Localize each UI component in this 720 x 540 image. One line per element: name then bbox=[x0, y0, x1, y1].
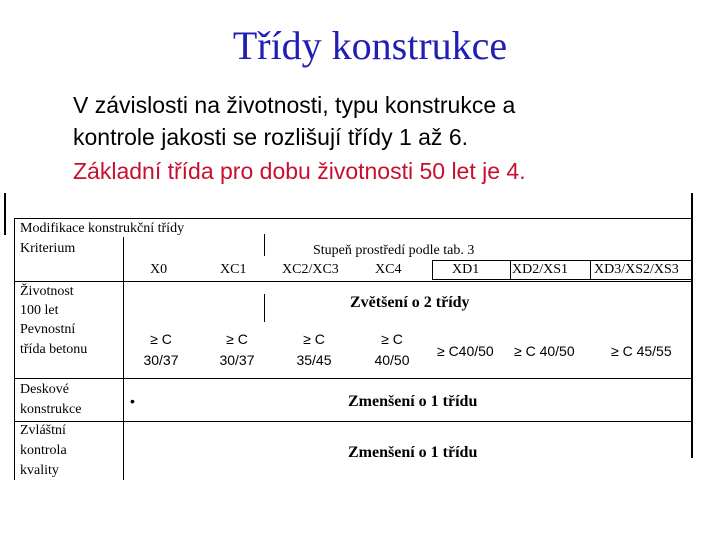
pevnost-xd1: ≥ C40/50 bbox=[437, 343, 494, 359]
table-top-border bbox=[14, 218, 692, 219]
class-xc4: XC4 bbox=[375, 262, 402, 277]
intro-line-1: V závislosti na životnosti, typu konstrukce a bbox=[73, 92, 516, 118]
zivotnost-tick bbox=[264, 294, 265, 322]
pevnost-xc23-bottom: 35/45 bbox=[296, 352, 332, 368]
page-title: Třídy konstrukce bbox=[232, 23, 508, 68]
pevnost-xc23-top: ≥ C bbox=[303, 331, 325, 347]
class-xd1: XD1 bbox=[452, 262, 480, 277]
bullet: • bbox=[130, 393, 135, 409]
stupen-label: Stupeň prostředí podle tab. 3 bbox=[313, 243, 475, 258]
kontrola-label-2: kontrola bbox=[20, 443, 67, 458]
pevnost-xc1-bottom: 30/37 bbox=[219, 352, 255, 368]
header-bottom-border bbox=[14, 281, 692, 282]
kontrola-value: Zmenšení o 1 třídu bbox=[348, 444, 478, 461]
modifikace-label: Modifikace konstrukční třídy bbox=[20, 221, 185, 236]
deskove-bottom-border bbox=[14, 421, 692, 422]
pevnost-x0-top: ≥ C bbox=[150, 331, 172, 347]
header-tick bbox=[264, 234, 265, 256]
pevnost-xd3: ≥ C 45/55 bbox=[611, 343, 672, 359]
kontrola-label-1: Zvláštní bbox=[20, 423, 66, 438]
class-xc1: XC1 bbox=[220, 262, 247, 277]
kriterium-label: Kriterium bbox=[20, 241, 76, 256]
pevnost-label-2: třída betonu bbox=[20, 342, 88, 357]
pevnost-label-1: Pevnostní bbox=[20, 322, 76, 337]
criterion-column-border bbox=[123, 237, 124, 480]
pevnost-x0-bottom: 30/37 bbox=[143, 352, 179, 368]
pevnost-xd2: ≥ C 40/50 bbox=[514, 343, 575, 359]
class-x0: X0 bbox=[150, 262, 168, 277]
intro-line-3: Základní třída pro dobu životnosti 50 let je 4. bbox=[73, 158, 526, 184]
zivotnost-value: Zvětšení o 2 třídy bbox=[350, 294, 470, 311]
pevnost-xc4-top: ≥ C bbox=[381, 331, 403, 347]
kontrola-label-3: kvality bbox=[20, 463, 59, 478]
pevnost-xc1-top: ≥ C bbox=[226, 331, 248, 347]
xd1-box bbox=[432, 260, 511, 280]
zivotnost-label-1: Životnost bbox=[20, 284, 74, 299]
deskove-label-2: konstrukce bbox=[20, 402, 82, 417]
class-xd2-xs1: XD2/XS1 bbox=[512, 262, 569, 277]
deskove-value: Zmenšení o 1 třídu bbox=[348, 393, 478, 410]
deskove-label-1: Deskové bbox=[20, 382, 69, 397]
pevnost-bottom-border bbox=[14, 378, 692, 379]
intro-line-2: kontrole jakosti se rozlišují třídy 1 až 6. bbox=[73, 124, 468, 150]
class-xc2-xc3: XC2/XC3 bbox=[282, 262, 339, 277]
table-left-marker bbox=[4, 193, 6, 235]
xd2-box bbox=[510, 260, 591, 280]
table-left-border bbox=[14, 218, 15, 480]
class-xd3-xs2-xs3: XD3/XS2/XS3 bbox=[594, 262, 679, 277]
xd3-box bbox=[590, 260, 692, 280]
pevnost-xc4-bottom: 40/50 bbox=[374, 352, 410, 368]
zivotnost-label-2: 100 let bbox=[20, 303, 59, 318]
table-right-border bbox=[691, 218, 693, 458]
